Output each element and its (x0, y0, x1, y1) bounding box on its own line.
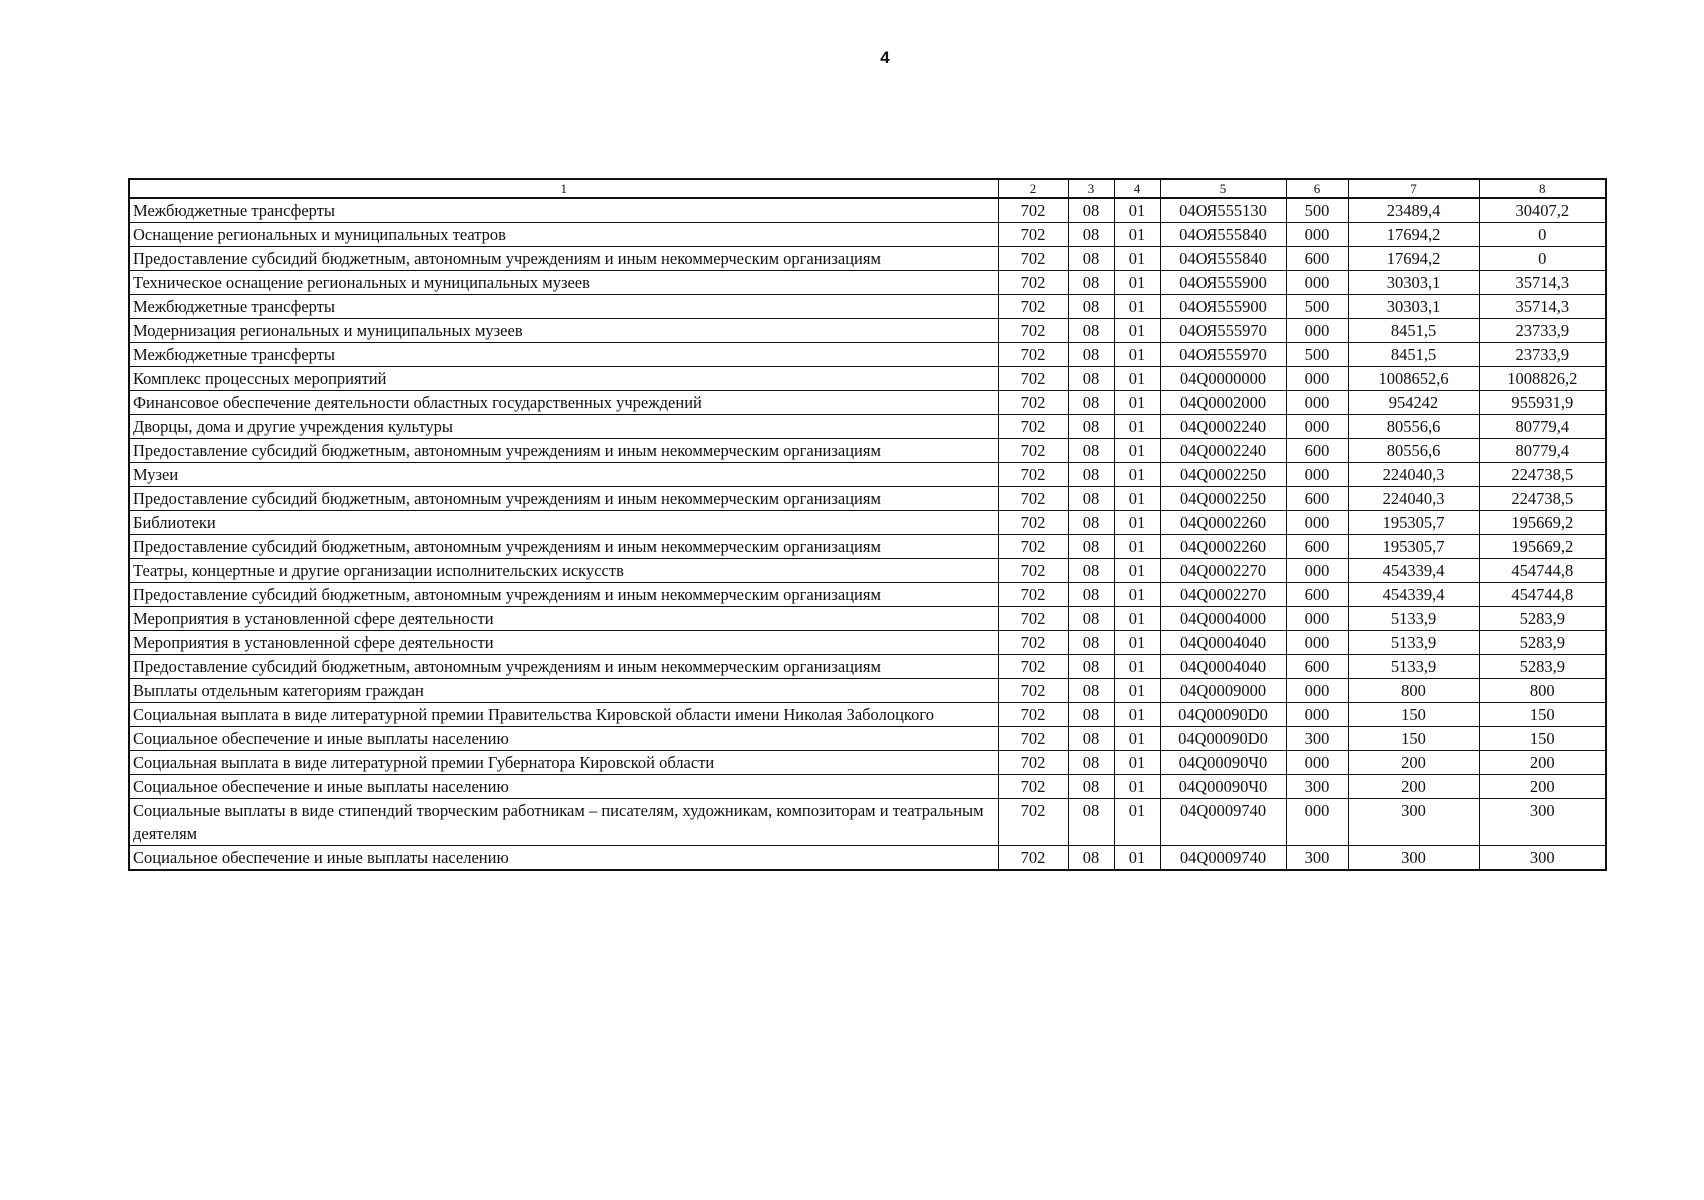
row-code-expense: 000 (1286, 679, 1348, 703)
row-code-admin: 702 (998, 703, 1068, 727)
row-amount-year1: 200 (1348, 751, 1479, 775)
row-code-expense: 000 (1286, 511, 1348, 535)
row-code-target: 04Q0004040 (1160, 655, 1286, 679)
row-name: Предоставление субсидий бюджетным, автономным учреждениям и иным некоммерческим организациям (129, 655, 998, 679)
row-code-admin: 702 (998, 751, 1068, 775)
row-name: Библиотеки (129, 511, 998, 535)
row-amount-year1: 5133,9 (1348, 607, 1479, 631)
row-code-subsection: 01 (1114, 775, 1160, 799)
header-col-7: 7 (1348, 179, 1479, 198)
row-code-admin: 702 (998, 487, 1068, 511)
header-col-6: 6 (1286, 179, 1348, 198)
header-col-5: 5 (1160, 179, 1286, 198)
row-code-target: 04Q0002260 (1160, 511, 1286, 535)
table-row (129, 583, 1606, 607)
row-code-subsection: 01 (1114, 799, 1160, 846)
row-code-subsection: 01 (1114, 703, 1160, 727)
row-amount-year2: 23733,9 (1479, 343, 1606, 367)
row-code-subsection: 01 (1114, 198, 1160, 223)
row-code-target: 04Q0002000 (1160, 391, 1286, 415)
row-code-target: 04Q00090Ч0 (1160, 751, 1286, 775)
row-name: Предоставление субсидий бюджетным, автономным учреждениям и иным некоммерческим организациям (129, 487, 998, 511)
table-row (129, 535, 1606, 559)
row-code-section: 08 (1068, 415, 1114, 439)
row-code-expense: 000 (1286, 223, 1348, 247)
table-row (129, 415, 1606, 439)
row-code-target: 04Q0009000 (1160, 679, 1286, 703)
row-name: Социальное обеспечение и иные выплаты населению (129, 775, 998, 799)
row-amount-year1: 30303,1 (1348, 295, 1479, 319)
row-amount-year1: 200 (1348, 775, 1479, 799)
header-col-3: 3 (1068, 179, 1114, 198)
row-code-section: 08 (1068, 247, 1114, 271)
table-row (129, 559, 1606, 583)
row-code-admin: 702 (998, 295, 1068, 319)
row-code-admin: 702 (998, 271, 1068, 295)
row-code-admin: 702 (998, 391, 1068, 415)
row-code-subsection: 01 (1114, 319, 1160, 343)
page-number: 4 (880, 48, 890, 67)
row-code-target: 04ОЯ555130 (1160, 198, 1286, 223)
row-code-target: 04ОЯ555900 (1160, 295, 1286, 319)
header-col-2: 2 (998, 179, 1068, 198)
row-code-expense: 000 (1286, 271, 1348, 295)
table-row (129, 439, 1606, 463)
row-amount-year2: 224738,5 (1479, 487, 1606, 511)
row-code-admin: 702 (998, 415, 1068, 439)
row-code-section: 08 (1068, 223, 1114, 247)
row-code-target: 04ОЯ555840 (1160, 223, 1286, 247)
row-code-section: 08 (1068, 583, 1114, 607)
row-name: Социальное обеспечение и иные выплаты населению (129, 846, 998, 871)
row-code-admin: 702 (998, 607, 1068, 631)
row-amount-year2: 150 (1479, 727, 1606, 751)
row-name: Дворцы, дома и другие учреждения культуры (129, 415, 998, 439)
row-code-section: 08 (1068, 343, 1114, 367)
row-amount-year1: 23489,4 (1348, 198, 1479, 223)
row-code-admin: 702 (998, 679, 1068, 703)
row-code-expense: 000 (1286, 415, 1348, 439)
row-amount-year2: 35714,3 (1479, 271, 1606, 295)
table-row (129, 319, 1606, 343)
row-amount-year2: 195669,2 (1479, 511, 1606, 535)
row-code-admin: 702 (998, 846, 1068, 871)
row-code-admin: 702 (998, 655, 1068, 679)
row-code-admin: 702 (998, 727, 1068, 751)
row-code-section: 08 (1068, 799, 1114, 846)
row-amount-year1: 30303,1 (1348, 271, 1479, 295)
row-amount-year1: 195305,7 (1348, 535, 1479, 559)
row-name: Социальное обеспечение и иные выплаты населению (129, 727, 998, 751)
row-code-admin: 702 (998, 583, 1068, 607)
row-code-target: 04Q0002240 (1160, 439, 1286, 463)
row-code-section: 08 (1068, 271, 1114, 295)
row-code-section: 08 (1068, 775, 1114, 799)
row-code-subsection: 01 (1114, 295, 1160, 319)
row-code-subsection: 01 (1114, 679, 1160, 703)
row-name: Предоставление субсидий бюджетным, автономным учреждениям и иным некоммерческим организациям (129, 535, 998, 559)
row-amount-year2: 800 (1479, 679, 1606, 703)
row-name: Социальные выплаты в виде стипендий творческим работникам – писателям, художникам, композиторам и театральным деятелям (129, 799, 998, 846)
row-code-section: 08 (1068, 607, 1114, 631)
row-code-admin: 702 (998, 463, 1068, 487)
row-amount-year1: 17694,2 (1348, 223, 1479, 247)
row-amount-year1: 195305,7 (1348, 511, 1479, 535)
row-name: Межбюджетные трансферты (129, 295, 998, 319)
header-col-8: 8 (1479, 179, 1606, 198)
row-code-target: 04Q00090D0 (1160, 703, 1286, 727)
row-code-section: 08 (1068, 751, 1114, 775)
row-code-target: 04ОЯ555970 (1160, 319, 1286, 343)
row-code-section: 08 (1068, 295, 1114, 319)
row-amount-year1: 300 (1348, 846, 1479, 871)
row-code-section: 08 (1068, 535, 1114, 559)
row-name: Музеи (129, 463, 998, 487)
table-row (129, 775, 1606, 799)
row-amount-year2: 200 (1479, 751, 1606, 775)
row-amount-year2: 224738,5 (1479, 463, 1606, 487)
row-code-subsection: 01 (1114, 751, 1160, 775)
table-row (129, 223, 1606, 247)
row-code-section: 08 (1068, 319, 1114, 343)
row-code-subsection: 01 (1114, 391, 1160, 415)
row-code-admin: 702 (998, 223, 1068, 247)
row-amount-year1: 224040,3 (1348, 487, 1479, 511)
row-amount-year2: 5283,9 (1479, 655, 1606, 679)
row-code-expense: 600 (1286, 439, 1348, 463)
row-code-subsection: 01 (1114, 247, 1160, 271)
row-code-section: 08 (1068, 846, 1114, 871)
row-code-target: 04Q0002250 (1160, 487, 1286, 511)
header-col-1: 1 (129, 179, 998, 198)
row-code-expense: 000 (1286, 391, 1348, 415)
row-amount-year1: 80556,6 (1348, 439, 1479, 463)
row-amount-year2: 0 (1479, 247, 1606, 271)
row-code-admin: 702 (998, 198, 1068, 223)
row-name: Предоставление субсидий бюджетным, автономным учреждениям и иным некоммерческим организациям (129, 247, 998, 271)
row-code-expense: 600 (1286, 247, 1348, 271)
row-code-subsection: 01 (1114, 367, 1160, 391)
row-code-target: 04ОЯ555900 (1160, 271, 1286, 295)
row-code-target: 04Q00090Ч0 (1160, 775, 1286, 799)
row-code-expense: 000 (1286, 319, 1348, 343)
row-amount-year2: 1008826,2 (1479, 367, 1606, 391)
row-name: Межбюджетные трансферты (129, 198, 998, 223)
row-amount-year2: 200 (1479, 775, 1606, 799)
row-code-expense: 300 (1286, 775, 1348, 799)
row-name: Социальная выплата в виде литературной премии Губернатора Кировской области (129, 751, 998, 775)
table-row (129, 295, 1606, 319)
row-code-section: 08 (1068, 679, 1114, 703)
row-code-subsection: 01 (1114, 631, 1160, 655)
row-code-expense: 600 (1286, 655, 1348, 679)
row-code-target: 04Q0002240 (1160, 415, 1286, 439)
row-code-subsection: 01 (1114, 463, 1160, 487)
row-name: Предоставление субсидий бюджетным, автономным учреждениям и иным некоммерческим организациям (129, 583, 998, 607)
row-code-expense: 000 (1286, 631, 1348, 655)
table-row (129, 367, 1606, 391)
table-row (129, 631, 1606, 655)
table-row (129, 271, 1606, 295)
row-amount-year1: 5133,9 (1348, 631, 1479, 655)
row-amount-year2: 195669,2 (1479, 535, 1606, 559)
row-code-section: 08 (1068, 703, 1114, 727)
row-amount-year1: 80556,6 (1348, 415, 1479, 439)
row-code-subsection: 01 (1114, 535, 1160, 559)
table-row (129, 727, 1606, 751)
row-amount-year2: 454744,8 (1479, 559, 1606, 583)
row-code-section: 08 (1068, 367, 1114, 391)
row-code-admin: 702 (998, 559, 1068, 583)
row-code-expense: 600 (1286, 535, 1348, 559)
row-code-expense: 000 (1286, 463, 1348, 487)
row-amount-year1: 8451,5 (1348, 343, 1479, 367)
row-code-target: 04Q0009740 (1160, 799, 1286, 846)
row-name: Театры, концертные и другие организации исполнительских искусств (129, 559, 998, 583)
row-code-expense: 500 (1286, 198, 1348, 223)
row-code-admin: 702 (998, 343, 1068, 367)
table-row (129, 511, 1606, 535)
row-code-expense: 300 (1286, 846, 1348, 871)
row-amount-year2: 150 (1479, 703, 1606, 727)
row-name: Межбюджетные трансферты (129, 343, 998, 367)
row-name: Социальная выплата в виде литературной премии Правительства Кировской области имени Николая Заболоцкого (129, 703, 998, 727)
row-amount-year2: 955931,9 (1479, 391, 1606, 415)
row-code-subsection: 01 (1114, 439, 1160, 463)
row-code-expense: 000 (1286, 607, 1348, 631)
row-code-subsection: 01 (1114, 487, 1160, 511)
row-amount-year2: 300 (1479, 846, 1606, 871)
row-code-target: 04Q0002270 (1160, 559, 1286, 583)
row-name: Выплаты отдельным категориям граждан (129, 679, 998, 703)
row-amount-year1: 17694,2 (1348, 247, 1479, 271)
row-code-admin: 702 (998, 511, 1068, 535)
row-code-admin: 702 (998, 367, 1068, 391)
row-code-subsection: 01 (1114, 583, 1160, 607)
row-code-section: 08 (1068, 439, 1114, 463)
row-code-expense: 000 (1286, 751, 1348, 775)
row-code-subsection: 01 (1114, 559, 1160, 583)
table-row (129, 607, 1606, 631)
row-code-subsection: 01 (1114, 223, 1160, 247)
row-code-subsection: 01 (1114, 727, 1160, 751)
row-code-section: 08 (1068, 631, 1114, 655)
row-amount-year1: 150 (1348, 727, 1479, 751)
table-row (129, 343, 1606, 367)
row-code-admin: 702 (998, 799, 1068, 846)
row-code-section: 08 (1068, 198, 1114, 223)
row-amount-year1: 5133,9 (1348, 655, 1479, 679)
row-name: Мероприятия в установленной сфере деятельности (129, 631, 998, 655)
row-code-expense: 500 (1286, 295, 1348, 319)
row-code-subsection: 01 (1114, 846, 1160, 871)
row-code-expense: 600 (1286, 487, 1348, 511)
row-name: Предоставление субсидий бюджетным, автономным учреждениям и иным некоммерческим организациям (129, 439, 998, 463)
table-row (129, 799, 1606, 846)
header-col-4: 4 (1114, 179, 1160, 198)
table-row (129, 751, 1606, 775)
row-code-section: 08 (1068, 511, 1114, 535)
row-code-subsection: 01 (1114, 271, 1160, 295)
row-code-target: 04ОЯ555970 (1160, 343, 1286, 367)
row-name: Мероприятия в установленной сфере деятельности (129, 607, 998, 631)
row-code-subsection: 01 (1114, 415, 1160, 439)
table-row (129, 391, 1606, 415)
table-row (129, 679, 1606, 703)
row-code-section: 08 (1068, 559, 1114, 583)
row-code-subsection: 01 (1114, 655, 1160, 679)
budget-table (128, 178, 1607, 871)
row-code-section: 08 (1068, 655, 1114, 679)
row-amount-year1: 1008652,6 (1348, 367, 1479, 391)
row-amount-year1: 800 (1348, 679, 1479, 703)
row-code-target: 04Q0002270 (1160, 583, 1286, 607)
row-amount-year2: 23733,9 (1479, 319, 1606, 343)
table-header-row (129, 179, 1606, 198)
row-code-expense: 000 (1286, 559, 1348, 583)
row-code-expense: 300 (1286, 727, 1348, 751)
table-row (129, 247, 1606, 271)
row-name: Комплекс процессных мероприятий (129, 367, 998, 391)
row-code-expense: 000 (1286, 799, 1348, 846)
row-amount-year2: 35714,3 (1479, 295, 1606, 319)
row-code-target: 04ОЯ555840 (1160, 247, 1286, 271)
row-amount-year2: 80779,4 (1479, 439, 1606, 463)
row-amount-year1: 954242 (1348, 391, 1479, 415)
table-row (129, 198, 1606, 223)
row-code-expense: 500 (1286, 343, 1348, 367)
table-row (129, 487, 1606, 511)
table-body (129, 198, 1606, 870)
row-code-expense: 600 (1286, 583, 1348, 607)
row-code-target: 04Q0009740 (1160, 846, 1286, 871)
row-code-expense: 000 (1286, 703, 1348, 727)
row-code-admin: 702 (998, 439, 1068, 463)
row-code-target: 04Q0004000 (1160, 607, 1286, 631)
row-amount-year2: 30407,2 (1479, 198, 1606, 223)
row-code-subsection: 01 (1114, 511, 1160, 535)
row-code-target: 04Q0002260 (1160, 535, 1286, 559)
row-code-admin: 702 (998, 535, 1068, 559)
table-row (129, 463, 1606, 487)
row-code-target: 04Q0000000 (1160, 367, 1286, 391)
row-code-target: 04Q00090D0 (1160, 727, 1286, 751)
row-code-section: 08 (1068, 487, 1114, 511)
row-name: Техническое оснащение региональных и муниципальных музеев (129, 271, 998, 295)
row-amount-year2: 80779,4 (1479, 415, 1606, 439)
row-code-expense: 000 (1286, 367, 1348, 391)
row-amount-year2: 5283,9 (1479, 631, 1606, 655)
row-code-admin: 702 (998, 247, 1068, 271)
row-amount-year1: 454339,4 (1348, 559, 1479, 583)
table-row (129, 703, 1606, 727)
row-code-subsection: 01 (1114, 343, 1160, 367)
row-amount-year1: 8451,5 (1348, 319, 1479, 343)
row-amount-year1: 224040,3 (1348, 463, 1479, 487)
row-name: Модернизация региональных и муниципальных музеев (129, 319, 998, 343)
row-code-section: 08 (1068, 463, 1114, 487)
row-code-admin: 702 (998, 775, 1068, 799)
row-amount-year1: 150 (1348, 703, 1479, 727)
row-amount-year1: 300 (1348, 799, 1479, 846)
row-amount-year2: 5283,9 (1479, 607, 1606, 631)
row-amount-year2: 0 (1479, 223, 1606, 247)
row-code-admin: 702 (998, 631, 1068, 655)
row-amount-year2: 454744,8 (1479, 583, 1606, 607)
row-amount-year1: 454339,4 (1348, 583, 1479, 607)
row-code-admin: 702 (998, 319, 1068, 343)
row-code-target: 04Q0002250 (1160, 463, 1286, 487)
row-code-subsection: 01 (1114, 607, 1160, 631)
row-amount-year2: 300 (1479, 799, 1606, 846)
table-row (129, 846, 1606, 871)
row-name: Финансовое обеспечение деятельности областных государственных учреждений (129, 391, 998, 415)
table-row (129, 655, 1606, 679)
row-code-target: 04Q0004040 (1160, 631, 1286, 655)
row-code-section: 08 (1068, 727, 1114, 751)
row-name: Оснащение региональных и муниципальных театров (129, 223, 998, 247)
row-code-section: 08 (1068, 391, 1114, 415)
